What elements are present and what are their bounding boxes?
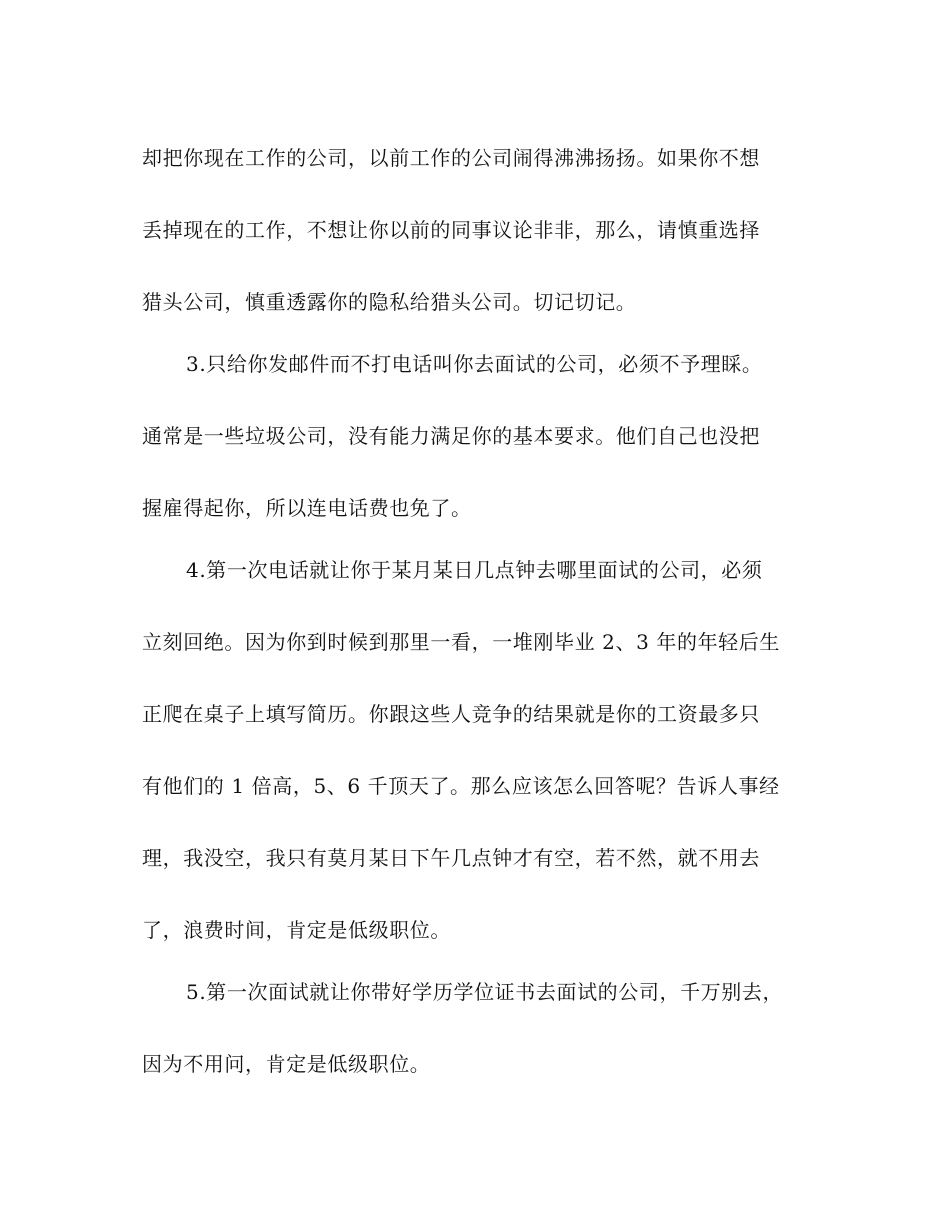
text-line-14: 因为不用问，肯定是低级职位。 — [142, 1052, 431, 1076]
text-line-6: 握雇得起你，所以连电话费也免了。 — [142, 496, 472, 520]
text-line-9: 正爬在桌子上填写简历。你跟这些人竞争的结果就是你的工资最多只 — [142, 702, 760, 726]
text-line-12: 了，浪费时间，肯定是低级职位。 — [142, 918, 451, 942]
text-line-5: 通常是一些垃圾公司，没有能力满足你的基本要求。他们自己也没把 — [142, 424, 760, 448]
text-line-10: 有他们的 1 倍高，5、6 千顶天了。那么应该怎么回答呢？告诉人事经 — [142, 774, 780, 798]
paragraph-3-first-line: 3.只给你发邮件而不打电话叫你去面试的公司，必须不予理睬。 — [186, 352, 763, 376]
text-line-3: 猎头公司，慎重透露你的隐私给猎头公司。切记切记。 — [142, 290, 637, 314]
text-line-11: 理，我没空，我只有莫月某日下午几点钟才有空，若不然，就不用去 — [142, 846, 760, 870]
text-line-1: 却把你现在工作的公司，以前工作的公司闹得沸沸扬扬。如果你不想 — [142, 146, 760, 170]
text-line-8: 立刻回绝。因为你到时候到那里一看，一堆刚毕业 2、3 年的年轻后生 — [142, 630, 780, 654]
text-line-2: 丢掉现在的工作，不想让你以前的同事议论非非，那么，请慎重选择 — [142, 218, 760, 242]
paragraph-4-first-line: 4.第一次电话就让你于某月某日几点钟去哪里面试的公司，必须 — [186, 558, 763, 582]
paragraph-5-first-line: 5.第一次面试就让你带好学历学位证书去面试的公司，千万别去， — [186, 980, 784, 1004]
